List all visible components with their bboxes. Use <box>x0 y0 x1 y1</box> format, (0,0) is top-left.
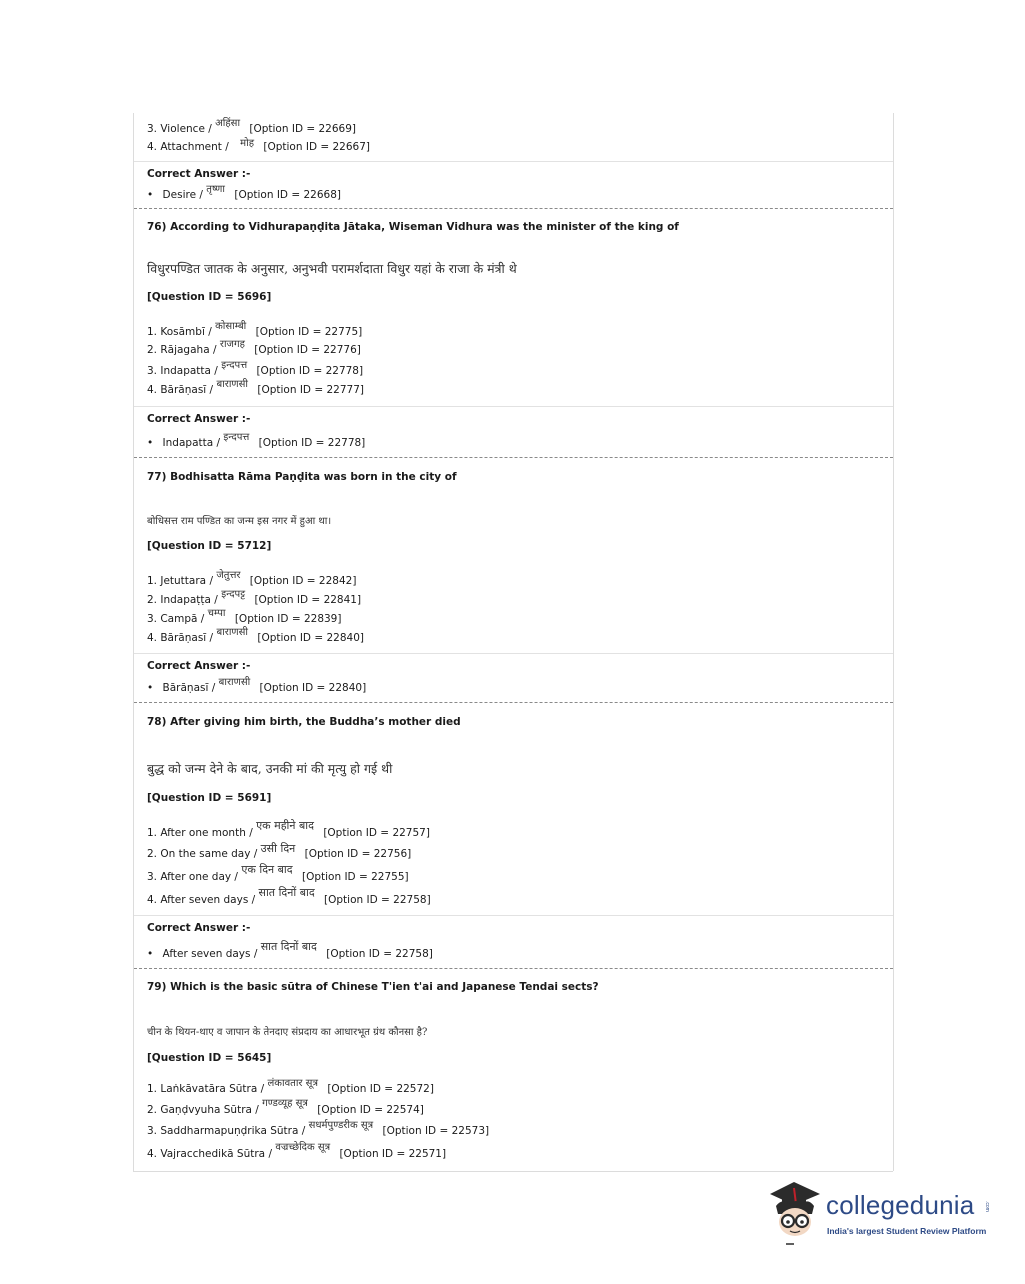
question-id: [Question ID = 5645] <box>147 1052 272 1064</box>
document-page <box>133 113 894 1171</box>
option-row <box>147 842 412 861</box>
option-label: 1. After one month / <box>147 827 253 839</box>
answer-id: [Option ID = 22668] <box>234 189 341 201</box>
answer-hindi: बाराणसी <box>218 677 251 688</box>
question-title: 79) Which is the basic sūtra of Chinese T'ien t'ai and Japanese Tendai sects? <box>147 981 599 993</box>
brand-tagline: India's largest Student Review Platform <box>827 1226 987 1236</box>
option-hindi: राजगह <box>219 339 245 350</box>
correct-answer-heading: Correct Answer :- <box>147 168 251 180</box>
option-hindi: एक दिन बाद <box>241 863 293 876</box>
option-hindi: जेतुत्तर <box>216 570 241 581</box>
option-label: 1. Jetuttara / <box>147 575 213 587</box>
option-row <box>147 589 362 606</box>
option-label: 3. Campā / <box>147 613 205 625</box>
option-row <box>147 819 430 840</box>
answer-label: Desire / <box>162 189 203 201</box>
question-divider <box>134 457 893 458</box>
correct-answer-heading: Correct Answer :- <box>147 660 251 672</box>
collegedunia-logo[interactable] <box>766 1178 996 1248</box>
option-label: 3. After one day / <box>147 871 238 883</box>
option-id: [Option ID = 22574] <box>317 1104 424 1116</box>
correct-answer: • Indapatta / इन्दपत्त [Option ID = 22778] <box>147 432 366 449</box>
option-hindi: मोह <box>240 138 255 149</box>
option-label: 2. Gaṇḍvyuha Sūtra / <box>147 1104 259 1116</box>
question-id: [Question ID = 5691] <box>147 792 272 804</box>
option-id: [Option ID = 22775] <box>255 326 363 338</box>
answer-id: [Option ID = 22758] <box>326 948 433 960</box>
answer-label: Bārāṇasī / <box>162 682 216 694</box>
option-hindi: एक महीने बाद <box>256 819 314 832</box>
question-title: 77) Bodhisatta Rāma Paṇḍita was born in the city of <box>147 471 457 483</box>
correct-answer: • Bārāṇasī / बाराणसी [Option ID = 22840] <box>147 677 367 694</box>
correct-answer: • After seven days / सात दिनों बाद [Option ID = 22758] <box>147 940 433 960</box>
option-row <box>147 863 409 884</box>
option-hindi: अहिंसा <box>215 118 241 129</box>
question-divider <box>134 968 893 969</box>
section-divider <box>134 653 893 654</box>
option-label: 4. Bārāṇasī / <box>147 384 214 396</box>
option-label: 3. Violence / <box>147 123 212 135</box>
answer-id: [Option ID = 22778] <box>258 437 366 449</box>
option-row <box>147 118 357 135</box>
question-divider <box>134 702 893 703</box>
answer-hindi: इन्दपत्त <box>223 432 250 443</box>
option-id: [Option ID = 22667] <box>263 141 371 153</box>
option-row <box>147 1142 447 1160</box>
option-id: [Option ID = 22840] <box>257 632 364 644</box>
option-label: 4. After seven days / <box>147 894 256 906</box>
option-hindi: सात दिनों बाद <box>258 886 315 899</box>
option-id: [Option ID = 22669] <box>249 123 357 135</box>
correct-answer-heading: Correct Answer :- <box>147 922 251 934</box>
option-row <box>147 379 364 396</box>
option-row <box>147 360 364 377</box>
option-id: [Option ID = 22776] <box>254 344 361 356</box>
brand-name: collegedunia <box>826 1190 975 1220</box>
brand-domain: .com <box>984 1201 990 1212</box>
mascot-icon <box>766 1178 826 1248</box>
option-label: 2. On the same day / <box>147 848 258 860</box>
option-row <box>147 1098 424 1116</box>
option-row <box>147 339 361 356</box>
option-hindi: कोसाम्बी <box>215 321 247 332</box>
option-row <box>147 608 342 625</box>
option-hindi: बाराणसी <box>216 627 249 638</box>
option-hindi: वज्रच्छेदिक सूत्र <box>275 1142 331 1153</box>
option-hindi: लंकावतार सूत्र <box>267 1078 318 1089</box>
option-id: [Option ID = 22841] <box>254 594 362 606</box>
option-hindi: इन्दपट्ट <box>221 589 246 600</box>
option-label: 1. Laṅkāvatāra Sūtra / <box>147 1083 265 1095</box>
option-id: [Option ID = 22778] <box>256 365 364 377</box>
option-row <box>147 627 364 644</box>
answer-hindi: सात दिनों बाद <box>260 940 317 953</box>
question-hindi: बुद्ध को जन्म देने के बाद, उनकी मां की मृत्यु हो गई थी <box>147 761 393 776</box>
question-divider <box>134 208 893 209</box>
answer-id: [Option ID = 22840] <box>259 682 367 694</box>
option-id: [Option ID = 22758] <box>324 894 431 906</box>
question-hindi: विधुरपण्डित जातक के अनुसार, अनुभवी परामर्शदाता विधुर यहां के राजा के मंत्री थे <box>147 261 517 276</box>
option-hindi: गण्डव्यूह सूत्र <box>262 1098 308 1109</box>
section-divider <box>134 161 893 162</box>
option-label: 1. Kosāmbī / <box>147 326 212 338</box>
option-row <box>147 1120 490 1137</box>
option-row <box>147 886 431 907</box>
option-row <box>147 570 357 587</box>
option-id: [Option ID = 22777] <box>257 384 364 396</box>
option-id: [Option ID = 22573] <box>382 1125 490 1137</box>
option-id: [Option ID = 22842] <box>249 575 357 587</box>
option-label: 4. Vajracchedikā Sūtra / <box>147 1148 272 1160</box>
option-id: [Option ID = 22572] <box>327 1083 434 1095</box>
option-label: 4. Attachment / <box>147 141 229 153</box>
option-label: 2. Rājagaha / <box>147 344 217 356</box>
option-row <box>147 321 363 338</box>
question-id: [Question ID = 5712] <box>147 540 272 552</box>
option-row <box>147 139 370 153</box>
page-bottom-rule <box>133 1171 893 1172</box>
answer-label: Indapatta / <box>162 437 221 449</box>
option-label: 3. Saddharmapuṇḍrika Sūtra / <box>147 1125 306 1137</box>
answer-label: After seven days / <box>162 948 258 960</box>
option-hindi: इन्दपत्त <box>221 360 248 371</box>
option-row <box>147 1078 434 1095</box>
option-id: [Option ID = 22756] <box>304 848 412 860</box>
option-id: [Option ID = 22755] <box>301 871 409 883</box>
option-hindi: उसी दिन <box>260 842 296 855</box>
question-hindi: बोधिसत्त राम पण्डित का जन्म इस नगर में हुआ था। <box>147 516 332 527</box>
option-id: [Option ID = 22757] <box>323 827 430 839</box>
option-id: [Option ID = 22571] <box>339 1148 447 1160</box>
question-hindi: चीन के थियन-थाए व जापान के तेनदाए संप्रदाय का आधारभूत ग्रंथ कौनसा है? <box>147 1027 428 1038</box>
answer-hindi: तृष्णा <box>206 184 225 195</box>
question-id: [Question ID = 5696] <box>147 291 272 303</box>
correct-answer: • Desire / तृष्णा [Option ID = 22668] <box>147 184 341 201</box>
question-title: 76) According to Vidhurapaṇḍita Jātaka, Wiseman Vidhura was the minister of the king of <box>147 221 679 233</box>
section-divider <box>134 406 893 407</box>
section-divider <box>134 915 893 916</box>
option-label: 4. Bārāṇasī / <box>147 632 214 644</box>
correct-answer-heading: Correct Answer :- <box>147 413 251 425</box>
option-label: 3. Indapatta / <box>147 365 218 377</box>
option-hindi: चम्पा <box>207 608 226 619</box>
option-label: 2. Indapaṭṭa / <box>147 594 218 606</box>
option-id: [Option ID = 22839] <box>234 613 342 625</box>
question-title: 78) After giving him birth, the Buddha’s mother died <box>147 716 461 728</box>
option-hindi: बाराणसी <box>216 379 249 390</box>
option-hindi: सधर्मपुण्डरीक सूत्र <box>308 1120 374 1131</box>
